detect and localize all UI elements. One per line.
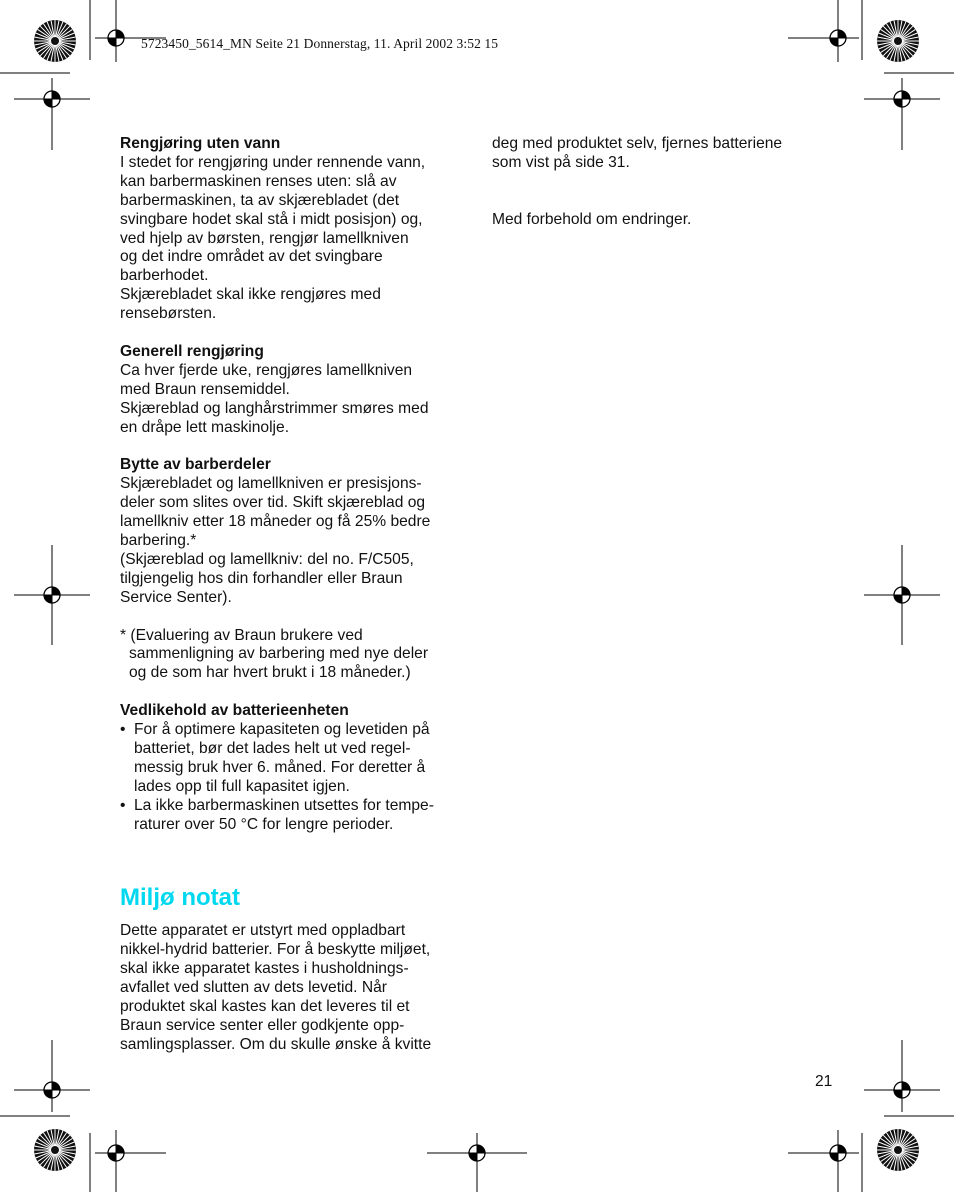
footnote-line: og de som har hvert brukt i 18 måneder.) (129, 664, 411, 682)
section-title: Bytte av barberdeler (120, 456, 271, 474)
text-line: raturer over 50 °C for lengre perioder. (134, 815, 394, 833)
continuation-text (492, 135, 832, 173)
text-line: avfallet ved slutten av dets levetid. Når (120, 979, 387, 997)
text-line: I stedet for rengjøring under rennende vann, (120, 153, 426, 171)
text-line: produktet skal kastes kan det leveres til et (120, 998, 410, 1016)
text-line: Service Senter). (120, 588, 232, 606)
text-line: Skjærebladet skal ikke rengjøres med (120, 286, 381, 304)
text-line: barbering.* (120, 532, 197, 549)
text-line: rensebørsten. (120, 305, 217, 323)
text-line: og det indre området av det svingbare (120, 248, 383, 266)
text-line: tilgjengelig hos din forhandler eller Braun (120, 569, 403, 587)
text-line: Skjærebladet og lamellkniven er presisjons- (120, 475, 422, 493)
text-line: For å optimere kapasiteten og levetiden på (134, 721, 430, 739)
page-number: 21 (815, 1073, 833, 1090)
text-line: La ikke barbermaskinen utsettes for tempe- (134, 796, 434, 814)
section-title: Vedlikehold av batterieenheten (120, 702, 349, 720)
left-column (120, 135, 465, 1055)
footnote-line: * (Evaluering av Braun brukere ved (120, 626, 363, 644)
section-cleaning-without-water (120, 135, 465, 324)
footnote-line: sammenligning av barbering med nye deler (129, 645, 429, 663)
text-line: Dette apparatet er utstyrt med oppladbart (120, 922, 406, 940)
right-column (492, 135, 832, 230)
text-line: barberhodet. (120, 267, 209, 285)
text-line: Braun service senter eller godkjente opp- (120, 1017, 405, 1034)
text-line: svingbare hodet skal stå i midt posisjon) og, (120, 210, 423, 228)
text-line: barbermaskinen, ta av skjærebladet (det (120, 191, 400, 209)
text-line: deg med produktet selv, fjernes batteriene (492, 135, 783, 152)
printer-slug: 5723450_5614_MN Seite 21 Donnerstag, 11. April 2002 3:52 15 (141, 36, 499, 51)
section-title: Rengjøring uten vann (120, 135, 281, 152)
bullet-icon: • (120, 796, 126, 814)
bullet-item (120, 721, 465, 797)
text-line: lades opp til full kapasitet igjen. (134, 777, 350, 795)
text-line: ved hjelp av børsten, rengjør lamellkniven (120, 229, 409, 247)
footnote (120, 627, 465, 684)
text-line: lamellkniv etter 18 måneder og få 25% bedre (120, 513, 431, 531)
section-title: Generell rengjøring (120, 342, 264, 360)
environment-body (120, 922, 465, 1054)
text-line: med Braun rensemiddel. (120, 380, 290, 398)
section-replacing-parts (120, 456, 465, 607)
environment-heading: Miljø notat (120, 884, 240, 912)
text-line: Skjæreblad og langhårstrimmer smøres med (120, 399, 429, 417)
section-general-cleaning (120, 343, 465, 438)
text-line: (Skjæreblad og lamellkniv: del no. F/C505, (120, 550, 414, 568)
text-line: messig bruk hver 6. måned. For deretter å (134, 758, 426, 776)
text-line: samlingsplasser. Om du skulle ønske å kvitte (120, 1035, 432, 1053)
text-line: batteriet, bør det lades helt ut ved regel- (134, 739, 411, 757)
text-line: deler som slites over tid. Skift skjæreblad og (120, 494, 426, 512)
bullet-item (120, 797, 465, 835)
reservation-note: Med forbehold om endringer. (492, 210, 692, 228)
text-line: kan barbermaskinen renses uten: slå av (120, 172, 397, 190)
text-line: Ca hver fjerde uke, rengjøres lamellkniven (120, 361, 413, 379)
text-line: en dråpe lett maskinolje. (120, 418, 290, 436)
section-battery-maintenance (120, 702, 465, 834)
text-line: skal ikke apparatet kastes i husholdnings- (120, 960, 409, 978)
text-line: nikkel-hydrid batterier. For å beskytte miljøet, (120, 941, 431, 959)
bullet-icon: • (120, 721, 126, 739)
text-line: som vist på side 31. (492, 153, 630, 171)
